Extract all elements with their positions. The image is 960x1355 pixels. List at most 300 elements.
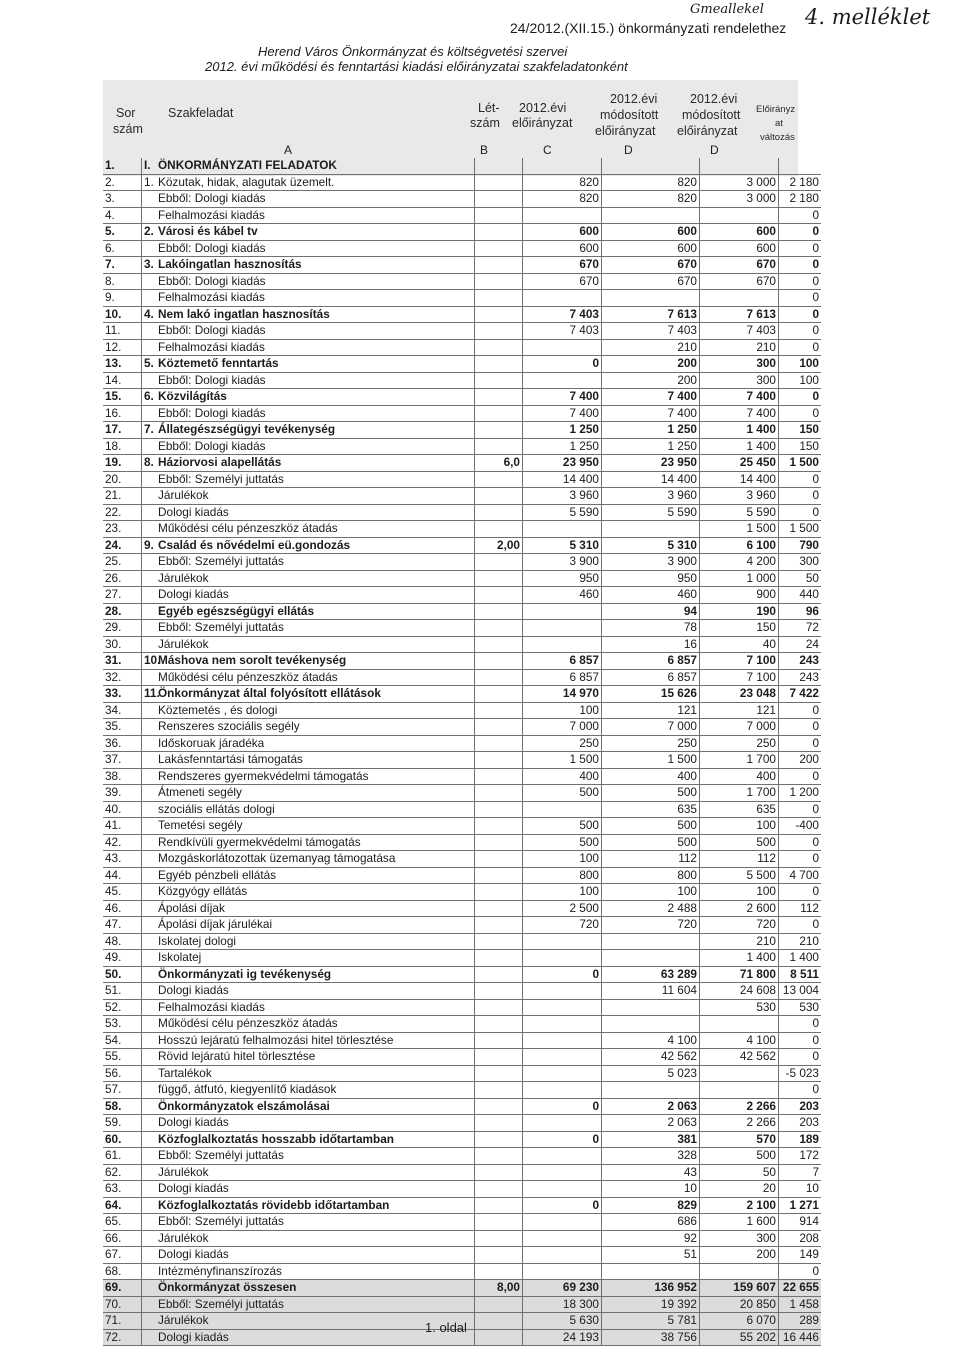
row-label	[142, 1296, 475, 1313]
row-number: 30.	[103, 636, 142, 653]
row-number: 53.	[103, 1016, 142, 1033]
amount-d-cell: 300	[700, 1230, 779, 1247]
letszam-cell	[475, 1032, 523, 1049]
letszam-cell	[475, 554, 523, 571]
item-name: Működési célu pénzeszköz átadás	[158, 521, 338, 536]
amount-c-cell: 1 500	[602, 752, 700, 769]
item-name: Járulékok	[158, 636, 209, 651]
amount-c-cell: 600	[602, 224, 700, 241]
amount-d-cell: 7 400	[700, 389, 779, 406]
item-name: Ebből: Dologi kiadás	[158, 273, 266, 288]
amount-b-cell	[523, 1082, 602, 1099]
section-number: I.	[144, 158, 151, 173]
amount-b-cell: 7 400	[523, 405, 602, 422]
letszam-cell	[475, 1214, 523, 1231]
amount-c-cell	[602, 521, 700, 538]
item-name: Dologi kiadás	[158, 587, 229, 602]
item-name: Ebből: Személyi juttatás	[158, 620, 284, 635]
amount-c-cell	[602, 1016, 700, 1033]
item-name: Járulékok	[158, 570, 209, 585]
amount-d-cell: 1 500	[700, 521, 779, 538]
table-row	[103, 191, 821, 208]
section-number: 8.	[144, 455, 154, 470]
row-number: 41.	[103, 818, 142, 835]
letszam-cell	[475, 290, 523, 307]
change-cell: 0	[779, 240, 822, 257]
table-row	[103, 1296, 821, 1313]
amount-c-cell: 92	[602, 1230, 700, 1247]
section-number: 2.	[144, 224, 154, 239]
row-number: 13.	[103, 356, 142, 373]
amount-d-cell: 6 100	[700, 537, 779, 554]
amount-c-cell: 6 857	[602, 669, 700, 686]
item-name: Önkormányzat összesen	[158, 1280, 297, 1295]
change-cell: 790	[779, 537, 822, 554]
amount-c-cell: 670	[602, 273, 700, 290]
row-number: 25.	[103, 554, 142, 571]
amount-d-cell: 7 100	[700, 653, 779, 670]
header-c-line2: módosított	[600, 108, 659, 122]
amount-d-cell: 210	[700, 933, 779, 950]
amount-b-cell: 14 400	[523, 471, 602, 488]
amount-c-cell: 600	[602, 240, 700, 257]
row-number: 56.	[103, 1065, 142, 1082]
row-label	[142, 752, 475, 769]
item-name: Lakásfenntartási támogatás	[158, 752, 303, 767]
amount-d-cell: 7 100	[700, 669, 779, 686]
row-number: 66.	[103, 1230, 142, 1247]
table-row	[103, 306, 821, 323]
item-name: szociális ellátás dologi	[158, 801, 275, 816]
amount-c-cell: 7 403	[602, 323, 700, 340]
letszam-cell	[475, 884, 523, 901]
change-cell: 203	[779, 1115, 822, 1132]
row-label	[142, 1197, 475, 1214]
amount-d-cell: 24 608	[700, 983, 779, 1000]
row-number: 14.	[103, 372, 142, 389]
letszam-cell	[475, 900, 523, 917]
section-number: 7.	[144, 422, 154, 437]
change-cell: 1 500	[779, 521, 822, 538]
change-cell: 243	[779, 653, 822, 670]
amount-b-cell: 23 950	[523, 455, 602, 472]
amount-c-cell	[602, 1263, 700, 1280]
section-number: 9.	[144, 537, 154, 552]
amount-b-cell: 0	[523, 966, 602, 983]
item-name: Felhalmozási kiadás	[158, 339, 265, 354]
change-cell: 200	[779, 752, 822, 769]
row-number: 24.	[103, 537, 142, 554]
item-name: Háziorvosi alapellátás	[158, 455, 282, 470]
row-label	[142, 851, 475, 868]
letszam-cell	[475, 389, 523, 406]
amount-c-cell: 10	[602, 1181, 700, 1198]
change-cell: 96	[779, 603, 822, 620]
row-number: 40.	[103, 801, 142, 818]
item-name: Ebből: Személyi juttatás	[158, 1148, 284, 1163]
row-number: 55.	[103, 1049, 142, 1066]
change-cell: 0	[779, 884, 822, 901]
row-label	[142, 966, 475, 983]
item-name: Dologi kiadás	[158, 983, 229, 998]
change-cell: 243	[779, 669, 822, 686]
table-row	[103, 620, 821, 637]
table-row	[103, 323, 821, 340]
amount-c-cell: 500	[602, 818, 700, 835]
table-row	[103, 455, 821, 472]
change-cell: -400	[779, 818, 822, 835]
column-letter-d: D	[624, 143, 633, 157]
change-cell: 1 400	[779, 950, 822, 967]
table-row	[103, 603, 821, 620]
row-label	[142, 1016, 475, 1033]
row-number: 47.	[103, 917, 142, 934]
amount-c-cell: 16	[602, 636, 700, 653]
letszam-cell	[475, 933, 523, 950]
item-name: Felhalmozási kiadás	[158, 999, 265, 1014]
amount-b-cell: 800	[523, 867, 602, 884]
item-name: Dologi kiadás	[158, 1181, 229, 1196]
change-cell: 100	[779, 356, 822, 373]
amount-d-cell: 200	[700, 1247, 779, 1264]
row-number: 12.	[103, 339, 142, 356]
amount-b-cell: 670	[523, 257, 602, 274]
amount-d-cell: 121	[700, 702, 779, 719]
table-row	[103, 422, 821, 439]
change-cell: 22 655	[779, 1280, 822, 1297]
row-label	[142, 867, 475, 884]
change-cell: 914	[779, 1214, 822, 1231]
change-cell: 1 458	[779, 1296, 822, 1313]
row-label	[142, 950, 475, 967]
table-row	[103, 273, 821, 290]
table-row	[103, 900, 821, 917]
row-number: 63.	[103, 1181, 142, 1198]
header-e-line2: at	[775, 118, 783, 129]
amount-b-cell	[523, 1032, 602, 1049]
letszam-cell	[475, 488, 523, 505]
amount-d-cell: 2 266	[700, 1115, 779, 1132]
row-label	[142, 702, 475, 719]
document-title-line2: 2012. évi működési és fenntartási kiadási előirányzatai szakfeladatonként	[205, 59, 628, 74]
change-cell: 100	[779, 372, 822, 389]
row-number: 43.	[103, 851, 142, 868]
table-row	[103, 240, 821, 257]
row-number: 18.	[103, 438, 142, 455]
amount-b-cell: 7 000	[523, 719, 602, 736]
amount-d-cell: 600	[700, 240, 779, 257]
letszam-cell	[475, 1313, 523, 1330]
row-number: 31.	[103, 653, 142, 670]
amount-b-cell	[523, 1214, 602, 1231]
column-letter-c: C	[543, 143, 552, 157]
letszam-cell: 2,00	[475, 537, 523, 554]
change-cell: 0	[779, 257, 822, 274]
item-name: Ebből: Dologi kiadás	[158, 372, 266, 387]
row-number: 33.	[103, 686, 142, 703]
amount-b-cell: 820	[523, 191, 602, 208]
row-number: 52.	[103, 999, 142, 1016]
amount-b-cell: 3 900	[523, 554, 602, 571]
change-cell: 172	[779, 1148, 822, 1165]
table-row	[103, 1247, 821, 1264]
amount-d-cell: 7 000	[700, 719, 779, 736]
amount-d-cell: 500	[700, 834, 779, 851]
row-number: 45.	[103, 884, 142, 901]
amount-b-cell: 500	[523, 785, 602, 802]
table-row	[103, 356, 821, 373]
item-name: Dologi kiadás	[158, 1329, 229, 1344]
amount-c-cell: 670	[602, 257, 700, 274]
item-name: Közutak, hidak, alagutak üzemelt.	[158, 174, 335, 189]
item-name: Városi és kábel tv	[158, 224, 258, 239]
change-cell: 0	[779, 471, 822, 488]
row-label	[142, 983, 475, 1000]
amount-b-cell	[523, 933, 602, 950]
table-row	[103, 1098, 821, 1115]
amount-d-cell	[700, 1065, 779, 1082]
header-szakfeladat: Szakfeladat	[168, 106, 234, 120]
amount-c-cell: 51	[602, 1247, 700, 1264]
amount-b-cell	[523, 372, 602, 389]
letszam-cell	[475, 372, 523, 389]
amount-b-cell: 0	[523, 356, 602, 373]
table-row	[103, 471, 821, 488]
letszam-cell	[475, 1131, 523, 1148]
change-cell: 0	[779, 306, 822, 323]
amount-d-cell: 55 202	[700, 1329, 779, 1346]
change-cell: 0	[779, 273, 822, 290]
amount-b-cell	[523, 1230, 602, 1247]
change-cell: 0	[779, 488, 822, 505]
amount-d-cell: 3 000	[700, 191, 779, 208]
amount-c-cell	[602, 933, 700, 950]
amount-b-cell	[523, 983, 602, 1000]
amount-c-cell: 800	[602, 867, 700, 884]
row-label	[142, 933, 475, 950]
change-cell: 150	[779, 422, 822, 439]
table-row	[103, 983, 821, 1000]
amount-c-cell: 5 781	[602, 1313, 700, 1330]
row-label	[142, 356, 475, 373]
change-cell: 1 500	[779, 455, 822, 472]
letszam-cell	[475, 867, 523, 884]
row-number: 26.	[103, 570, 142, 587]
row-label	[142, 653, 475, 670]
row-label	[142, 1263, 475, 1280]
item-name: Önkormányzatok elszámolásai	[158, 1098, 330, 1113]
row-number: 32.	[103, 669, 142, 686]
letszam-cell	[475, 1098, 523, 1115]
item-name: Időskoruak járadéka	[158, 735, 265, 750]
letszam-cell	[475, 587, 523, 604]
item-name: Felhalmozási kiadás	[158, 290, 265, 305]
row-label	[142, 273, 475, 290]
item-name: Rendkívüli gyermekvédelmi támogatás	[158, 834, 361, 849]
amount-c-cell: 5 023	[602, 1065, 700, 1082]
header-b-line2: előirányzat	[512, 116, 573, 130]
table-row	[103, 752, 821, 769]
amount-c-cell: 720	[602, 917, 700, 934]
amount-b-cell	[523, 158, 602, 174]
amount-b-cell: 18 300	[523, 1296, 602, 1313]
row-number: 37.	[103, 752, 142, 769]
amount-b-cell: 500	[523, 818, 602, 835]
amount-b-cell: 6 857	[523, 669, 602, 686]
amount-b-cell: 7 403	[523, 323, 602, 340]
amount-d-cell: 1 000	[700, 570, 779, 587]
amount-b-cell	[523, 1148, 602, 1165]
amount-c-cell: 14 400	[602, 471, 700, 488]
amount-c-cell	[602, 207, 700, 224]
item-name: Járulékok	[158, 1164, 209, 1179]
amount-b-cell: 0	[523, 1197, 602, 1214]
amount-b-cell: 0	[523, 1098, 602, 1115]
row-number: 46.	[103, 900, 142, 917]
page-number: 1. oldal	[425, 1320, 467, 1335]
row-label	[142, 290, 475, 307]
change-cell: 289	[779, 1313, 822, 1330]
row-label	[142, 1247, 475, 1264]
row-number: 65.	[103, 1214, 142, 1231]
item-name: Rendszeres gyermekvédelmi támogatás	[158, 768, 369, 783]
letszam-cell	[475, 735, 523, 752]
table-row	[103, 702, 821, 719]
amount-b-cell	[523, 1164, 602, 1181]
table-row	[103, 290, 821, 307]
amount-d-cell: 20	[700, 1181, 779, 1198]
row-number: 15.	[103, 389, 142, 406]
amount-b-cell: 6 857	[523, 653, 602, 670]
amount-d-cell: 1 600	[700, 1214, 779, 1231]
item-name: Egyéb egészségügyi ellátás	[158, 603, 315, 618]
letszam-cell	[475, 207, 523, 224]
row-label	[142, 438, 475, 455]
amount-b-cell	[523, 1263, 602, 1280]
row-number: 38.	[103, 768, 142, 785]
item-name: Iskolatej	[158, 950, 202, 965]
amount-b-cell: 720	[523, 917, 602, 934]
change-cell: 0	[779, 504, 822, 521]
table-row	[103, 719, 821, 736]
table-row	[103, 158, 821, 174]
table-row	[103, 785, 821, 802]
row-number: 64.	[103, 1197, 142, 1214]
amount-c-cell: 7 400	[602, 389, 700, 406]
change-cell: 0	[779, 702, 822, 719]
table-row	[103, 1131, 821, 1148]
change-cell: 149	[779, 1247, 822, 1264]
row-label	[142, 570, 475, 587]
row-number: 28.	[103, 603, 142, 620]
header-szam: szám	[113, 122, 143, 136]
row-number: 61.	[103, 1148, 142, 1165]
table-row	[103, 1032, 821, 1049]
item-name: Közfoglalkoztatás rövidebb időtartamban	[158, 1197, 390, 1212]
change-cell: 2 180	[779, 174, 822, 191]
amount-c-cell: 112	[602, 851, 700, 868]
amount-b-cell: 5 630	[523, 1313, 602, 1330]
row-label	[142, 422, 475, 439]
handwritten-annotation: Gmeallekel	[690, 2, 764, 17]
change-cell: 16 446	[779, 1329, 822, 1346]
table-row	[103, 686, 821, 703]
letszam-cell	[475, 851, 523, 868]
change-cell: 210	[779, 933, 822, 950]
row-label	[142, 1164, 475, 1181]
row-label	[142, 1082, 475, 1099]
letszam-cell	[475, 422, 523, 439]
item-name: Dologi kiadás	[158, 1247, 229, 1262]
row-number: 16.	[103, 405, 142, 422]
table-row	[103, 1065, 821, 1082]
amount-b-cell: 100	[523, 851, 602, 868]
letszam-cell	[475, 1329, 523, 1346]
row-number: 2.	[103, 174, 142, 191]
amount-c-cell: 829	[602, 1197, 700, 1214]
row-label	[142, 224, 475, 241]
amount-d-cell: 2 600	[700, 900, 779, 917]
row-label	[142, 504, 475, 521]
amount-c-cell: 3 960	[602, 488, 700, 505]
item-name: Ebből: Dologi kiadás	[158, 191, 266, 206]
item-name: Nem lakó ingatlan hasznosítás	[158, 306, 330, 321]
letszam-cell	[475, 669, 523, 686]
row-number: 62.	[103, 1164, 142, 1181]
letszam-cell	[475, 504, 523, 521]
row-number: 36.	[103, 735, 142, 752]
letszam-cell	[475, 273, 523, 290]
amount-c-cell: 200	[602, 372, 700, 389]
table-row	[103, 818, 821, 835]
row-label	[142, 785, 475, 802]
change-cell: 0	[779, 1263, 822, 1280]
row-label	[142, 1065, 475, 1082]
amount-c-cell: 6 857	[602, 653, 700, 670]
letszam-cell	[475, 438, 523, 455]
amount-c-cell: 820	[602, 191, 700, 208]
letszam-cell	[475, 834, 523, 851]
amount-c-cell: 94	[602, 603, 700, 620]
item-name: Ebből: Dologi kiadás	[158, 323, 266, 338]
item-name: Ápolási díjak	[158, 900, 225, 915]
row-number: 57.	[103, 1082, 142, 1099]
change-cell: 0	[779, 207, 822, 224]
table-row	[103, 1214, 821, 1231]
amount-b-cell: 600	[523, 240, 602, 257]
change-cell: 0	[779, 1032, 822, 1049]
amount-c-cell: 1 250	[602, 422, 700, 439]
letszam-cell	[475, 636, 523, 653]
change-cell: 0	[779, 851, 822, 868]
table-row	[103, 933, 821, 950]
amount-c-cell: 7 000	[602, 719, 700, 736]
change-cell: 300	[779, 554, 822, 571]
amount-b-cell: 1 500	[523, 752, 602, 769]
amount-d-cell: 300	[700, 356, 779, 373]
row-number: 10.	[103, 306, 142, 323]
amount-d-cell: 720	[700, 917, 779, 934]
change-cell: 0	[779, 917, 822, 934]
row-number: 70.	[103, 1296, 142, 1313]
change-cell: 208	[779, 1230, 822, 1247]
letszam-cell	[475, 603, 523, 620]
table-row	[103, 1164, 821, 1181]
row-number: 22.	[103, 504, 142, 521]
amount-d-cell: 2 266	[700, 1098, 779, 1115]
change-cell: 13 004	[779, 983, 822, 1000]
amount-d-cell	[700, 1263, 779, 1280]
